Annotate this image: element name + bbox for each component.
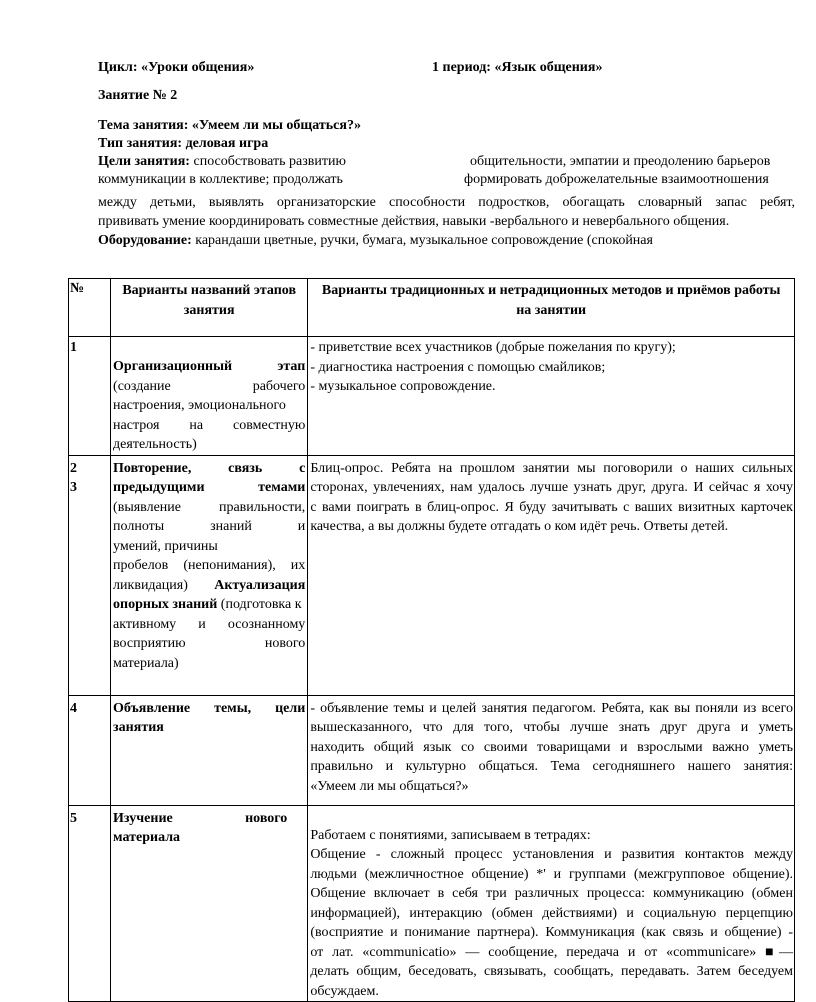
- method-line: людьми (межличностное общение) *' и группами (межгрупповое общение).: [310, 866, 793, 882]
- method-line: - приветствие всех участников (добрые пожелания по кругу);: [310, 340, 676, 355]
- method-line: информацией), интеракцию (обмен действиями) и социальную перцепцию: [310, 905, 793, 921]
- stage-title: занятия: [113, 720, 164, 735]
- method-line: Общение - сложный процесс установления и развития контактов между: [310, 847, 793, 862]
- row-stage: [111, 805, 308, 1002]
- method-line: обсуждаем.: [310, 983, 379, 999]
- stage-desc-line: материала): [113, 655, 179, 671]
- stage-title-part: опорных знаний: [113, 597, 218, 612]
- header-methods-line-2: на занятии: [516, 302, 587, 318]
- stage-title: предыдущими темами: [113, 480, 306, 495]
- lesson-number: Занятие № 2: [98, 88, 178, 103]
- stage-desc-line: настроя на совместную: [113, 417, 306, 433]
- equipment-text: карандаши цветные, ручки, бумага, музыкальное сопровождение (спокойная: [195, 233, 653, 248]
- lesson-stages-table: [68, 278, 795, 1002]
- goals-line-4: прививать умение координировать совместные действия, навыки -вербального и невербального общения.: [98, 214, 730, 229]
- table-row: [69, 337, 795, 456]
- stage-desc-line: восприятию нового: [113, 636, 306, 651]
- table-header-row: [69, 279, 795, 337]
- row-number: [69, 805, 111, 1002]
- method-line: - музыкальное сопровождение.: [310, 379, 496, 394]
- method-line: Блиц-опрос. Ребята на прошлом занятии мы поговорили о наших сильных: [310, 460, 793, 476]
- method-line: Общение включает в себя три различных процесса: коммуникацию (обмен: [310, 886, 793, 901]
- method-line: качества, а вы должны будете отгадать о ком идёт речь. Ответы детей.: [310, 519, 729, 534]
- table-row: [69, 695, 795, 805]
- stage-desc-line: полноты знаний и: [113, 519, 306, 534]
- stage-desc-part: ликвидация): [113, 577, 188, 593]
- row-stage: [111, 695, 308, 805]
- header-number-text: №: [70, 281, 85, 296]
- method-line: - диагностика настроения с помощью смайликов;: [310, 359, 606, 375]
- equipment-line: [98, 231, 653, 250]
- goals-line-3: между детьми, выявлять организаторские способности подростков, обогащать словарный запас ребят,: [98, 195, 795, 210]
- stage-desc-line: [113, 576, 305, 596]
- header-stage-line-1: Варианты названий этапов: [122, 283, 297, 298]
- method-line: - объявление темы и целей занятия педагогом. Ребята, как вы поняли из всего: [310, 700, 793, 716]
- method-line: правильно и культурно общаться. Тема сегодняшнего нашего занятия:: [310, 759, 793, 774]
- row-stage: [111, 455, 308, 695]
- row-number: [69, 337, 111, 456]
- stage-title-part: Актуализация: [214, 577, 306, 593]
- row-number-text: 2: [70, 460, 77, 476]
- header-methods-line-1: Варианты традиционных и нетрадиционных методов и приёмов работы: [321, 283, 781, 298]
- stage-title: материала: [113, 830, 181, 845]
- method-line: (восприятие и понимание партнера). Коммуникация (как связь и общение) -: [310, 925, 793, 940]
- equipment-label: Оборудование:: [98, 233, 192, 248]
- goals-label: Цели занятия:: [98, 154, 190, 169]
- stage-desc-line: активному и осознанному: [113, 616, 306, 632]
- method-line: делать общим, беседовать, связывать, сообщать, передавать. Затем беседуем: [310, 964, 793, 979]
- row-number: [69, 455, 111, 695]
- lesson-topic: Тема занятия: «Умеем ли мы общаться?»: [98, 118, 361, 133]
- row-number-text: 4: [70, 700, 77, 716]
- stage-desc-line: настроения, эмоционального: [113, 398, 286, 413]
- goals-part-3: коммуникации в коллективе; продолжать: [98, 172, 343, 187]
- method-line: «Умеем ли мы общаться?»: [310, 778, 469, 794]
- method-line: находить общий язык со своими товарищами и взрослыми важно уметь: [310, 739, 793, 755]
- stage-title: Изучение нового: [113, 810, 288, 826]
- stage-desc-line: (создание рабочего: [113, 378, 306, 394]
- stage-title: Повторение, связь с: [113, 460, 306, 476]
- header-number: [69, 279, 111, 337]
- cycle-title: Цикл: «Уроки общения»: [98, 60, 255, 75]
- goals-part-1: способствовать развитию: [193, 154, 346, 169]
- stage-desc-line: [113, 595, 305, 615]
- row-methods: [308, 337, 795, 456]
- stage-title: Объявление темы, цели: [113, 700, 306, 716]
- method-line: вышесказанного, что для того, чтобы лучше знать друг друга и уметь: [310, 720, 793, 735]
- stage-title: Организационный этап: [113, 359, 306, 374]
- goals-line-1: [98, 153, 346, 171]
- method-line: сторонах, увлечениях, нам удалось лучше узнать друг, друга. И сейчас я хочу: [310, 480, 793, 495]
- row-number-text: 1: [70, 340, 77, 355]
- stage-desc-line: деятельность): [113, 437, 197, 452]
- row-methods: [308, 695, 795, 805]
- goals-part-4: формировать доброжелательные взаимоотношения: [464, 172, 769, 187]
- stage-desc-line: пробелов (непонимания), их: [113, 558, 306, 573]
- row-stage: [111, 337, 308, 456]
- row-methods: [308, 455, 795, 695]
- stage-desc-part: (подготовка к: [220, 597, 302, 612]
- method-line: от лат. «communicatio» — сообщение, передача и от «communicare» ■—: [310, 944, 793, 960]
- header-stage: [111, 279, 308, 337]
- goals-part-2: общительности, эмпатии и преодолению барьеров: [470, 154, 771, 169]
- table-row: [69, 805, 795, 1002]
- row-methods: [308, 805, 795, 1002]
- period-title: 1 период: «Язык общения»: [432, 60, 603, 75]
- row-number-text: 5: [70, 810, 77, 826]
- stage-desc-line: умений, причины: [113, 538, 218, 554]
- row-number: [69, 695, 111, 805]
- stage-desc-line: (выявление правильности,: [113, 499, 306, 515]
- table-row: [69, 455, 795, 695]
- header-methods: [308, 279, 795, 337]
- lesson-type: Тип занятия: деловая игра: [98, 136, 269, 151]
- method-line: Работаем с понятиями, записываем в тетрадях:: [310, 827, 591, 843]
- method-line: с вами поиграть в блиц-опрос. Я буду зачитывать с ваших визитных карточек: [310, 499, 793, 515]
- header-stage-line-2: занятия: [183, 302, 235, 318]
- row-number-text: 3: [70, 480, 77, 495]
